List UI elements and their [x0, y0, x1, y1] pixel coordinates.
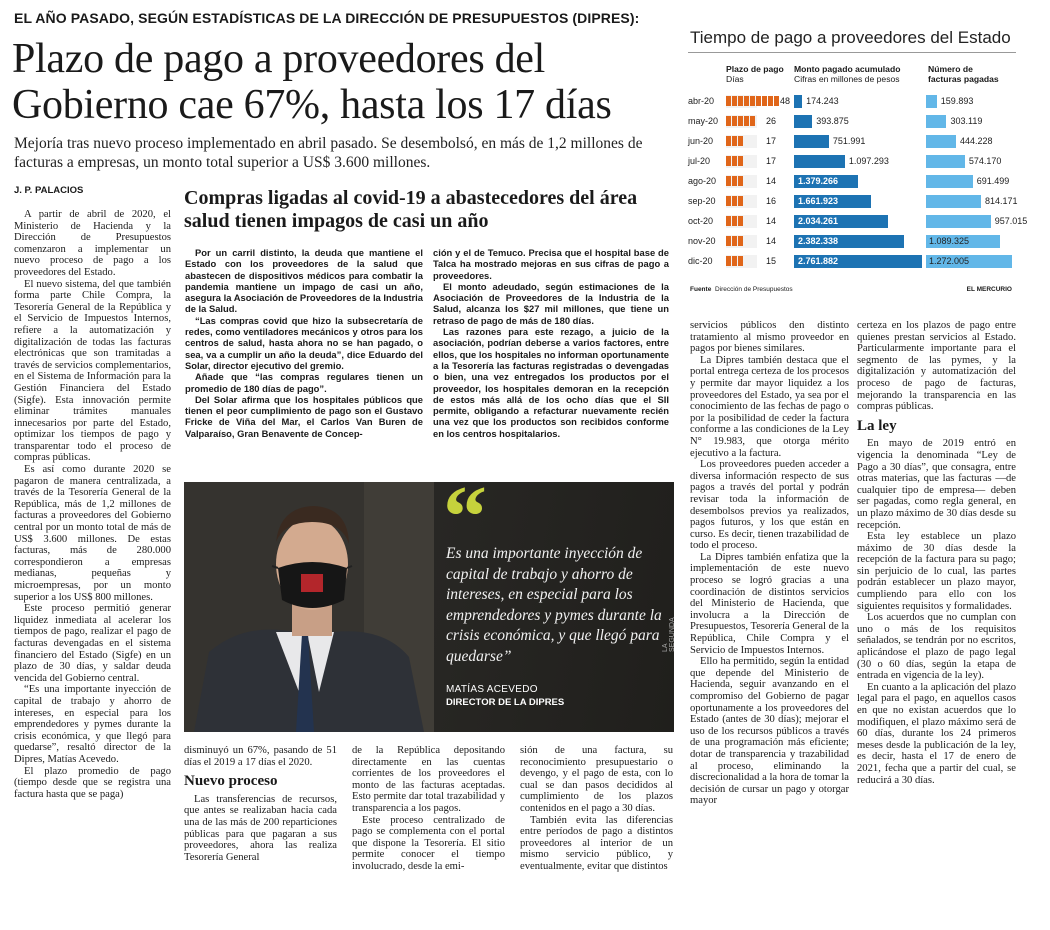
paragraph: Este proceso centralizado de pago se complementa con el portal que dispone la Tesorería. El sitio permite conocer el tiempo involucrado, desde la emi-	[352, 814, 505, 872]
invoices-value: 814.171	[985, 196, 1018, 206]
paragraph: Las transferencias de recursos, que antes se realizaban hacia cada una de las más de 200 reparticiones públicas para que pagaran a sus proveedores, ahora las realiza Tesorería General	[184, 793, 337, 863]
publisher: EL MERCURIO	[966, 286, 1012, 293]
paragraph: Las razones para este rezago, a juicio de la asociación, podrían deberse a varios factores, entre ellos, que los hospitales no informan oportunamente a la Tesorería las facturas registradas o devengadas o bien, una vez entregados los productos por el proveedor, los hospitales demoran en la recepción de estos más allá de los ocho días que el SII permite, obligando a refacturar nuevamente recién una vez que los productos son recibidos conforme en los centros hospitalarios.	[433, 326, 669, 439]
days-value: 14	[765, 176, 776, 186]
portrait-image	[184, 482, 434, 732]
category-label: abr-20	[688, 96, 715, 106]
days-bar	[750, 116, 755, 126]
days-bar	[726, 156, 731, 166]
pull-quote: Es una importante inyección de capital de trabajo y ahorro de intereses, en especial para los emprendedores y pymes durante la crisis económica, y que llegó para quedarse”	[446, 545, 662, 665]
days-value: 15	[765, 256, 776, 266]
sidebar-column-b	[433, 247, 669, 439]
paragraph: En cuanto a la aplicación del plazo legal para el pago, en aquellos casos en que no existan acuerdos que lo modifiquen, el plazo máximo será de 60 días, durante los 24 primeros meses desde la publicación de la ley, es decir, hasta el 17 de enero de 2021, fecha que a partir del cual, se reducirá a 30 días.	[857, 681, 1016, 786]
paragraph: Del Solar afirma que los hospitales públicos que tienen el peor cumplimiento de pago son el Gustavo Fricke de Viña del Mar, el Carlos Van Buren de Valparaíso, Gran Benavente de Concep-	[185, 393, 423, 439]
paragraph: sión de una factura, su reconocimiento presupuestario o devengo, y el pago de esta, con lo cual se dan pasos decididos al cumplimiento de los plazos contenidos en el pago a 30 días.	[520, 745, 673, 814]
header-invoices-title: Número de	[928, 64, 973, 74]
right-column-2	[857, 320, 1016, 786]
article-column-1	[14, 209, 171, 800]
days-bar	[726, 236, 731, 246]
days-bar	[738, 236, 743, 246]
paragraph: servicios públicos den distinto tratamiento al mismo proveedor en pagos por bienes similares.	[690, 320, 849, 355]
amount-bar	[794, 155, 845, 168]
article-column-3	[352, 745, 505, 873]
paragraph: disminuyó un 67%, pasando de 51 días el 2019 a 17 días el 2020.	[184, 745, 337, 768]
amount-bar	[794, 115, 812, 128]
amount-value: 174.243	[806, 96, 839, 106]
days-bar	[738, 196, 743, 206]
paragraph: ción y el de Temuco. Precisa que el hospital base de Talca ha mostrado mejoras en sus cifras de pago a proveedores.	[433, 247, 669, 281]
days-bar	[750, 96, 755, 106]
kicker: EL AÑO PASADO, SEGÚN ESTADÍSTICAS DE LA DIRECCIÓN DE PRESUPUESTOS (DIPRES):	[14, 10, 640, 26]
days-bar	[738, 176, 743, 186]
invoices-bar	[926, 175, 973, 188]
category-label: jul-20	[688, 156, 711, 166]
days-bar	[738, 256, 743, 266]
paragraph: El monto adeudado, según estimaciones de la Asociación de Proveedores de la Industria de la Salud, alcanza los $27 mil millones, que tiene un retraso de pago de más de 180 días.	[433, 280, 669, 326]
invoices-bar	[926, 215, 991, 228]
days-value: 16	[765, 196, 776, 206]
days-bar	[726, 116, 731, 126]
section-heading: Nuevo proceso	[184, 773, 278, 790]
days-bar	[732, 196, 737, 206]
paragraph: Este proceso permitió generar liquidez inmediata al acelerar los tiempos de pago, realizar el pago de facturas devengadas en el sistema financiero del Estado (Sigfe) en un plazo de 30 días, y saldar deuda vencida del Gobierno central.	[14, 603, 171, 684]
header-amount-unit: Cifras en millones de pesos	[794, 74, 900, 84]
days-bar	[732, 216, 737, 226]
days-bar	[726, 256, 731, 266]
chart-row	[688, 133, 1018, 149]
days-bar	[726, 216, 731, 226]
paragraph: También evita las diferencias entre períodos de pago a distintos proveedores al interior de un mismo servicio público, y eventualmente, evitar que distintos	[520, 814, 673, 872]
category-label: sep-20	[688, 196, 716, 206]
amount-value: 751.991	[832, 136, 866, 146]
paragraph: A partir de abril de 2020, el Ministerio de Hacienda y la Dirección de Presupuestos comenzaron a implementar un nuevo proceso de pago a los proveedores del Estado.	[14, 209, 171, 278]
days-bar	[732, 256, 737, 266]
chart-row	[688, 233, 1018, 249]
header-days	[726, 64, 784, 84]
quote-mark-icon: “	[443, 469, 487, 566]
paragraph: Esta ley establece un plazo máximo de 30 días desde la recepción de la factura para su pago; sin perjuicio de lo cual, las partes podrán establecer un plazo mayor, cumpliendo para ello con los siguientes requisitos y formalidades.	[857, 531, 1016, 612]
amount-value: 2.761.882	[798, 256, 839, 266]
paragraph: Añade que “las compras regulares tienen un promedio de 180 días de pago”.	[185, 371, 423, 394]
sidebar-title: Compras ligadas al covid-19 a abastecedores del área salud tienen impagos de casi un año	[184, 187, 638, 232]
amount-value: 1.097.293	[848, 156, 889, 166]
invoices-value: 1.272.005	[929, 256, 970, 266]
days-bar	[732, 136, 737, 146]
section-heading: La ley	[857, 417, 897, 434]
invoices-value: 691.499	[976, 176, 1010, 186]
chart	[688, 62, 1028, 292]
paragraph: “Es una importante inyección de capital de trabajo y ahorro de intereses, en especial para los emprendedores y pymes durante la crisis económica, y que llegó para quedarse”, resaltó director de la Dipres, Matías Acevedo.	[14, 684, 171, 765]
chart-row	[688, 193, 1018, 209]
days-bar	[738, 156, 743, 166]
days-bar	[726, 176, 731, 186]
days-bar	[768, 96, 773, 106]
amount-value: 1.379.266	[798, 176, 839, 186]
source-label: Fuente	[690, 286, 712, 293]
photo-quote-block	[184, 469, 676, 732]
invoices-bar	[926, 195, 981, 208]
article-column-2	[184, 745, 337, 863]
header-amount-title: Monto pagado acumulado	[794, 64, 901, 74]
days-value: 14	[765, 216, 776, 226]
days-value: 26	[765, 116, 776, 126]
chart-row	[688, 93, 1018, 109]
chart-row	[688, 213, 1028, 229]
days-bar	[762, 96, 767, 106]
header-days-title: Plazo de pago	[726, 64, 784, 74]
invoices-value: 957.015	[994, 216, 1028, 226]
paragraph: certeza en los plazos de pago entre quienes prestan servicios al Estado. Particularmente importante para el segmento de las pymes, y la digitalización y automatización del proceso de pago de facturas, mejorando la transparencia en las compras públicas.	[857, 320, 1016, 413]
amount-value: 2.382.338	[798, 236, 839, 246]
chart-title: Tiempo de pago a proveedores del Estado	[690, 28, 1011, 47]
category-label: may-20	[688, 116, 719, 126]
days-bar	[744, 96, 749, 106]
paragraph: Por un carril distinto, la deuda que mantiene el Estado con los proveedores de la salud que abastecen de dispositivos médicos para combatir la pandemia mantiene un impago de casi un año, asegura la Asociación de Proveedores de la Industria de la Salud.	[185, 247, 423, 315]
invoices-value: 1.089.325	[929, 236, 970, 246]
paragraph: de la República depositando directamente en las cuentas corrientes de los proveedores el monto de las facturas aceptadas. Esto permite dar total trazabilidad y transparencia a los pagos.	[352, 745, 505, 814]
right-column-1	[690, 320, 849, 807]
days-bar	[732, 156, 737, 166]
days-bar	[726, 196, 731, 206]
category-label: dic-20	[688, 256, 713, 266]
photo-credit: LA SEGUNDA	[662, 617, 676, 652]
category-label: ago-20	[688, 176, 717, 186]
category-label: nov-20	[688, 236, 716, 246]
chart-source: Dirección de Presupuestos	[714, 286, 793, 293]
header-invoices-title-2: facturas pagadas	[928, 74, 999, 84]
paragraph: Los proveedores pueden acceder a diversa información respecto de sus pagos a través del portal y podrán revisar toda la información de desembolsos previos ya realizados, pagos futuros, y los que están en curso. Es decir, tienen trazabilidad de todo el proceso.	[690, 459, 849, 552]
chart-row	[688, 153, 1018, 169]
paragraph: “Las compras covid que hizo la subsecretaría de redes, como ventiladores mecánicos y otros para los centros de salud, hasta ahora no se han pagado, o sea, va a cumplir un año la deuda”, dice Eduardo del Solar, director ejecutivo del gremio.	[185, 314, 423, 371]
days-bar	[738, 116, 743, 126]
quote-author-role: DIRECTOR DE LA DIPRES	[446, 697, 565, 708]
days-bar	[738, 216, 743, 226]
category-label: oct-20	[688, 216, 714, 226]
invoices-bar	[926, 95, 937, 108]
days-value: 14	[765, 236, 776, 246]
paragraph: El plazo promedio de pago (tiempo desde que se registra una factura hasta que se paga)	[14, 765, 171, 800]
invoices-value: 159.893	[940, 96, 974, 106]
paragraph: La Dipres también destaca que el portal entrega certeza de los procesos y permite dar mayor liquidez a los proveedores del Estado, ya sea por el conocimiento de las fechas de pago o por la posibilidad de ceder la factura conforme a las condiciones de la Ley N° 19.983, que otorga mérito ejecutivo a la factura.	[690, 354, 849, 459]
days-bar	[732, 236, 737, 246]
paragraph: Es así como durante 2020 se pagaron de manera centralizada, a través de la Tesorería General de la República, más de 1,2 millones de facturas a proveedores del Gobierno central por un monto total de más de US$ 3.600 millones. De estas facturas, más de 280.000 correspondieron a empresas medianas, pequeñas y microempresas, por un monto superior a los US$ 800 millones.	[14, 464, 171, 603]
paragraph: En mayo de 2019 entró en vigencia la denominada “Ley de Pago a 30 días”, que consagra, entre otras materias, que las facturas —de cualquier tipo de empresa— deben ser pagadas, como regla general, en un plazo máximo de 30 días desde su recepción.	[857, 438, 1016, 531]
days-bar	[738, 96, 743, 106]
days-bar	[732, 176, 737, 186]
chart-row	[688, 113, 1018, 129]
quote-author: MATÍAS ACEVEDO	[446, 684, 538, 695]
days-bar	[744, 116, 749, 126]
days-bar	[732, 116, 737, 126]
chart-row	[688, 173, 1018, 189]
sidebar-column-a	[185, 247, 423, 439]
days-bar	[726, 96, 731, 106]
days-bar	[732, 96, 737, 106]
header-days-unit: Días	[726, 74, 744, 84]
category-label: jun-20	[688, 136, 714, 146]
paragraph: Los acuerdos que no cumplan con uno o más de los requisitos señalados, se tendrán por no escritos, aplicándose el plazo de pago legal (30 o 60 días, según la etapa de entrada en vigencia de la ley).	[857, 612, 1016, 682]
chart-footer	[690, 286, 1012, 293]
paragraph: La Dipres también enfatiza que la implementación de este nuevo proceso se logró gracias a una coordinación de distintos servicios del Ministerio de Hacienda, que involucra a la Dirección de Presupuestos, Tesorería General de la República, Chile Compra y el Servicio de Impuestos Internos.	[690, 551, 849, 656]
amount-bar	[794, 95, 802, 108]
days-bar	[738, 136, 743, 146]
byline: J. P. PALACIOS	[14, 185, 84, 196]
invoices-bar	[926, 135, 956, 148]
invoices-value: 444.228	[960, 136, 993, 146]
headline: Plazo de pago a proveedores del Gobierno cae 67%, hasta los 17 días	[12, 36, 612, 128]
invoices-value: 303.119	[950, 116, 983, 126]
divider	[688, 52, 1016, 53]
invoices-bar	[926, 115, 946, 128]
paragraph: Ello ha permitido, según la entidad que depende del Ministerio de Hacienda, seguir avanzando en el compromiso del Gobierno de pagar oportunamente a los proveedores del Estado (antes de 30 días); mejorar el uso de los recursos públicos a través de una programación más eficiente; dotar de transparencia y trazabilidad al proceso, eliminando la discrecionalidad a la hora de tomar la decisión de cursar un pago y otorgar mayor	[690, 656, 849, 807]
header-invoices	[928, 64, 999, 84]
days-bar	[726, 136, 731, 146]
days-bar	[756, 96, 761, 106]
deck: Mejoría tras nuevo proceso implementado en abril pasado. Se desembolsó, en más de 1,2 millones de facturas a empresas, un monto total superior a US$ 3.600 millones.	[14, 135, 643, 171]
days-value: 48	[779, 96, 790, 106]
article-column-4	[520, 745, 673, 873]
amount-bar	[794, 135, 829, 148]
amount-value: 2.034.261	[798, 216, 839, 226]
amount-value: 1.661.923	[798, 196, 839, 206]
days-value: 17	[765, 156, 776, 166]
invoices-value: 574.170	[968, 156, 1002, 166]
days-value: 17	[765, 136, 776, 146]
header-amount	[794, 64, 900, 84]
chart-row	[688, 253, 1018, 269]
paragraph: El nuevo sistema, del que también forma parte Chile Compra, la Tesorería General de la República y el Servicio de Impuestos Internos, refiere a la automatización y digitalización de todas las facturas electrónicas que son tramitadas a través de servicios complementarios, en el Sistema de Información para la Gestión Financiera del Estado (Sigfe). Esta innovación permite eliminar trámites manuales innecesarios por parte del Estado, optimizar los tiempos de pago y transparentar todo el proceso de compras públicas.	[14, 278, 171, 464]
amount-value: 393.875	[816, 116, 849, 126]
invoices-bar	[926, 155, 965, 168]
